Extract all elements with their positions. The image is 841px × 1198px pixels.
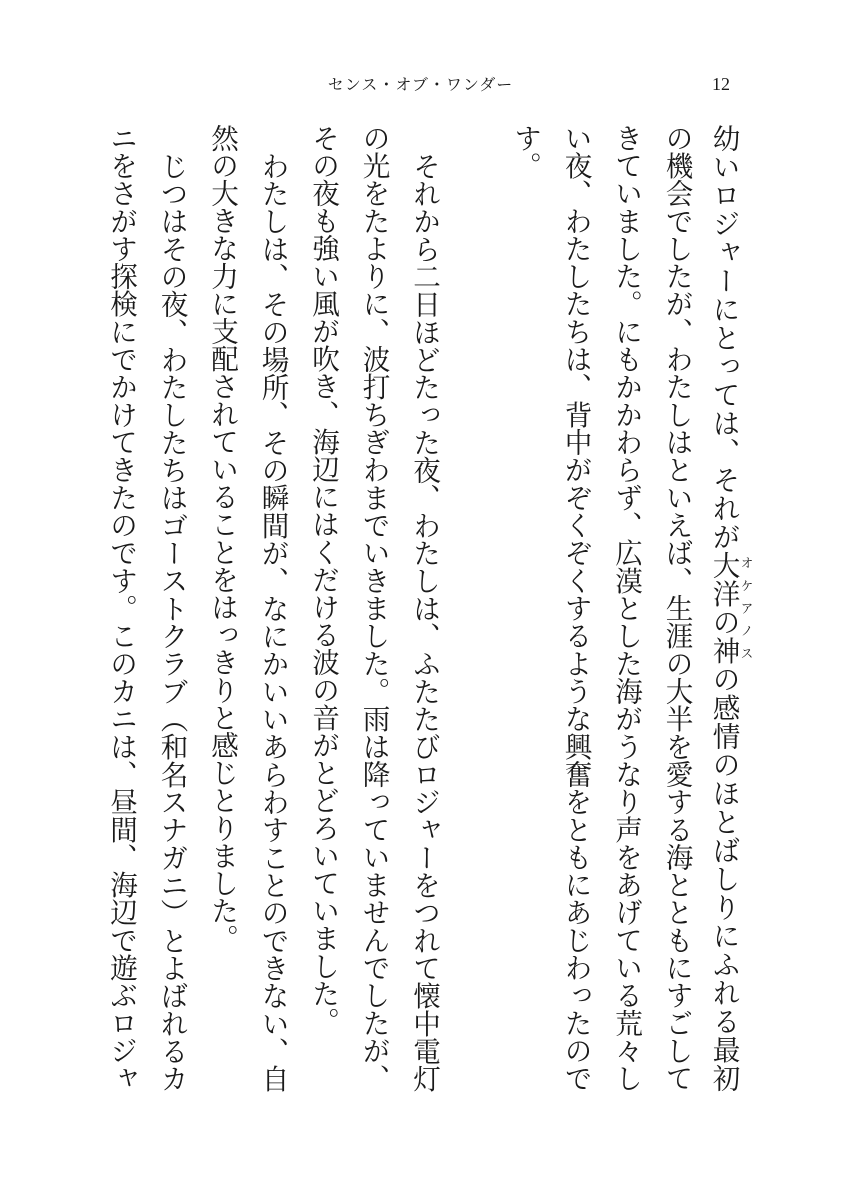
text-line: ニをさがす探検にでかけてきたのです。このカニは、昼間、海辺で遊ぶロジャ bbox=[105, 124, 138, 1092]
blank-line bbox=[449, 124, 500, 1092]
ruby-base: 大洋の神 bbox=[707, 551, 741, 666]
text-line: の機会でしたが、わたしはといえば、生涯の大半を愛する海とともにすごして bbox=[660, 124, 694, 1092]
text-line: の光をたよりに、波打ちぎわまでいきました。雨は降っていませんでしたが、 bbox=[357, 124, 391, 1092]
page-number: 12 bbox=[712, 74, 730, 94]
text-line: 然の大きな力に支配されていることをはっきりと感じとりました。 bbox=[206, 124, 239, 952]
vertical-text-body bbox=[96, 124, 753, 1096]
line-segment: 幼いロジャーにとっては、それが bbox=[707, 124, 741, 552]
ruby-annotation bbox=[707, 551, 753, 666]
text-line: い夜、わたしたちは、背中がぞくぞくするような興奮をともにあじわったので bbox=[559, 124, 593, 1092]
running-title: センス・オブ・ワンダー bbox=[327, 75, 514, 94]
line-segment: の感情のほとばしりにふれる最初 bbox=[707, 665, 741, 1093]
text-line: す。 bbox=[509, 124, 542, 180]
text-line bbox=[702, 124, 753, 1092]
ruby-reading: オケアノス bbox=[737, 551, 753, 665]
text-line: その夜も強い風が吹き、海辺にはくだける波の音がとどろいていました。 bbox=[307, 124, 340, 1035]
text-line: わたしは、その場所、その瞬間が、なにかいいあらわすことのできない、自 bbox=[256, 151, 290, 1092]
text-line: じつはその夜、わたしたちはゴーストクラブ（和名スナガニ）とよばれるカ bbox=[155, 151, 189, 1092]
text-line: それから二日ほどたった夜、わたしは、ふたたびロジャーをつれて懐中電灯 bbox=[408, 151, 441, 1092]
text-line: きていました。にもかかわらず、広漠とした海がうなり声をあげている荒々し bbox=[610, 124, 643, 1092]
